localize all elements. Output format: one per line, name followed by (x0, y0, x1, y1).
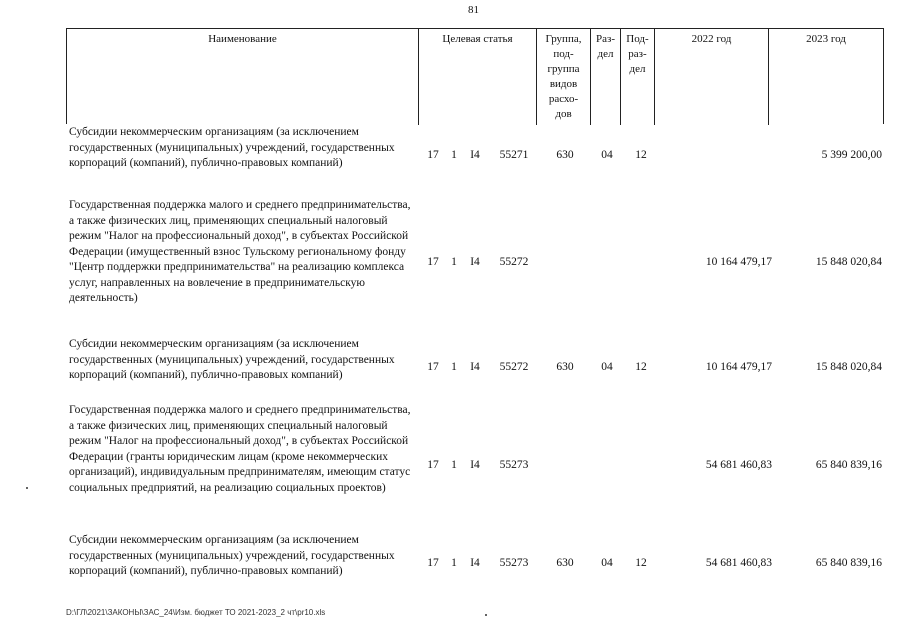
target-code-2: 1 (451, 459, 457, 471)
subsection-code: 12 (635, 361, 647, 373)
header-section: Раз- дел (591, 29, 621, 125)
target-code-2: 1 (451, 361, 457, 373)
table-row (66, 533, 884, 599)
row-name: Субсидии некоммерческим организациям (за исключением государственных (муниципальных) учреждений, государственных корпораций (компаний), публично-правовых компаний) (69, 534, 395, 577)
target-code-1: 17 (427, 361, 439, 373)
target-code-1: 17 (427, 149, 439, 161)
row-name: Государственная поддержка малого и среднего предпринимательства, а также физических лиц, применяющих специальный налоговый режим "Налог на профессиональный доход", в субъектах Российской Федерации (гранты юридическим лицам (кроме некоммерческих организаций), индивидуальным предпринимателям, имеющим статус социальных предприятий, на реализацию социальных проектов) (69, 404, 411, 494)
target-code-4: 55272 (499, 361, 529, 373)
target-code-4: 55273 (499, 557, 529, 569)
target-code-3: I4 (470, 459, 480, 471)
row-name: Субсидии некоммерческим организациям (за исключением государственных (муниципальных) учреждений, государственных корпораций (компаний), публично-правовых компаний) (69, 126, 395, 169)
target-code-4: 55271 (499, 149, 529, 161)
target-code-3: I4 (470, 557, 480, 569)
header-subsection: Под- раз- дел (621, 29, 655, 125)
amount-2023: 15 848 020,84 (815, 256, 882, 268)
header-name: Наименование (67, 29, 419, 125)
target-code-1: 17 (427, 459, 439, 471)
scan-speck (485, 614, 487, 616)
amount-2023: 65 840 839,16 (815, 459, 882, 471)
section-code: 04 (601, 557, 613, 569)
target-code-3: I4 (470, 149, 480, 161)
amount-2023: 5 399 200,00 (821, 149, 882, 161)
table-header (66, 28, 884, 124)
section-code: 04 (601, 361, 613, 373)
subsection-code: 12 (635, 149, 647, 161)
row-name: Государственная поддержка малого и среднего предпринимательства, а также физических лиц, применяющих специальный налоговый режим "Налог на профессиональный доход", в субъектах Российской Федерации (имущественный взнос Тульскому региональному фонду "Центр поддержки предпринимательства" на реализацию комплекса услуг, направленных на вовлечение в предпринимательскую деятельность) (69, 199, 411, 304)
table-row (66, 125, 884, 191)
table-row (66, 337, 884, 403)
target-code-2: 1 (451, 557, 457, 569)
scan-speck (26, 487, 28, 489)
amount-2022: 10 164 479,17 (705, 256, 772, 268)
group-code: 630 (556, 149, 574, 161)
target-code-3: I4 (470, 256, 480, 268)
row-name: Субсидии некоммерческим организациям (за исключением государственных (муниципальных) учреждений, государственных корпораций (компаний), публично-правовых компаний) (69, 338, 395, 381)
target-code-3: I4 (470, 361, 480, 373)
header-2022: 2022 год (655, 29, 769, 125)
page-number: 81 (468, 4, 479, 16)
table-row (66, 198, 884, 328)
group-code: 630 (556, 361, 574, 373)
target-code-1: 17 (427, 256, 439, 268)
header-2023: 2023 год (806, 33, 846, 45)
section-code: 04 (601, 149, 613, 161)
amount-2023: 65 840 839,16 (815, 557, 882, 569)
table-row (66, 403, 884, 533)
amount-2022: 54 681 460,83 (705, 459, 772, 471)
header-group: Группа, под- группа видов расхо- дов (537, 29, 591, 125)
header-target-article: Целевая статья (419, 29, 537, 125)
target-code-2: 1 (451, 256, 457, 268)
amount-2022: 54 681 460,83 (705, 557, 772, 569)
target-code-4: 55273 (499, 459, 529, 471)
amount-2023: 15 848 020,84 (815, 361, 882, 373)
target-code-4: 55272 (499, 256, 529, 268)
amount-2022: 10 164 479,17 (705, 361, 772, 373)
file-path-footer: D:\ГЛ\2021\ЗАКОНЫ\ЗАС_24\Изм. бюджет ТО 2021-2023_2 чт\pr10.xls (66, 608, 326, 617)
subsection-code: 12 (635, 557, 647, 569)
target-code-1: 17 (427, 557, 439, 569)
group-code: 630 (556, 557, 574, 569)
target-code-2: 1 (451, 149, 457, 161)
